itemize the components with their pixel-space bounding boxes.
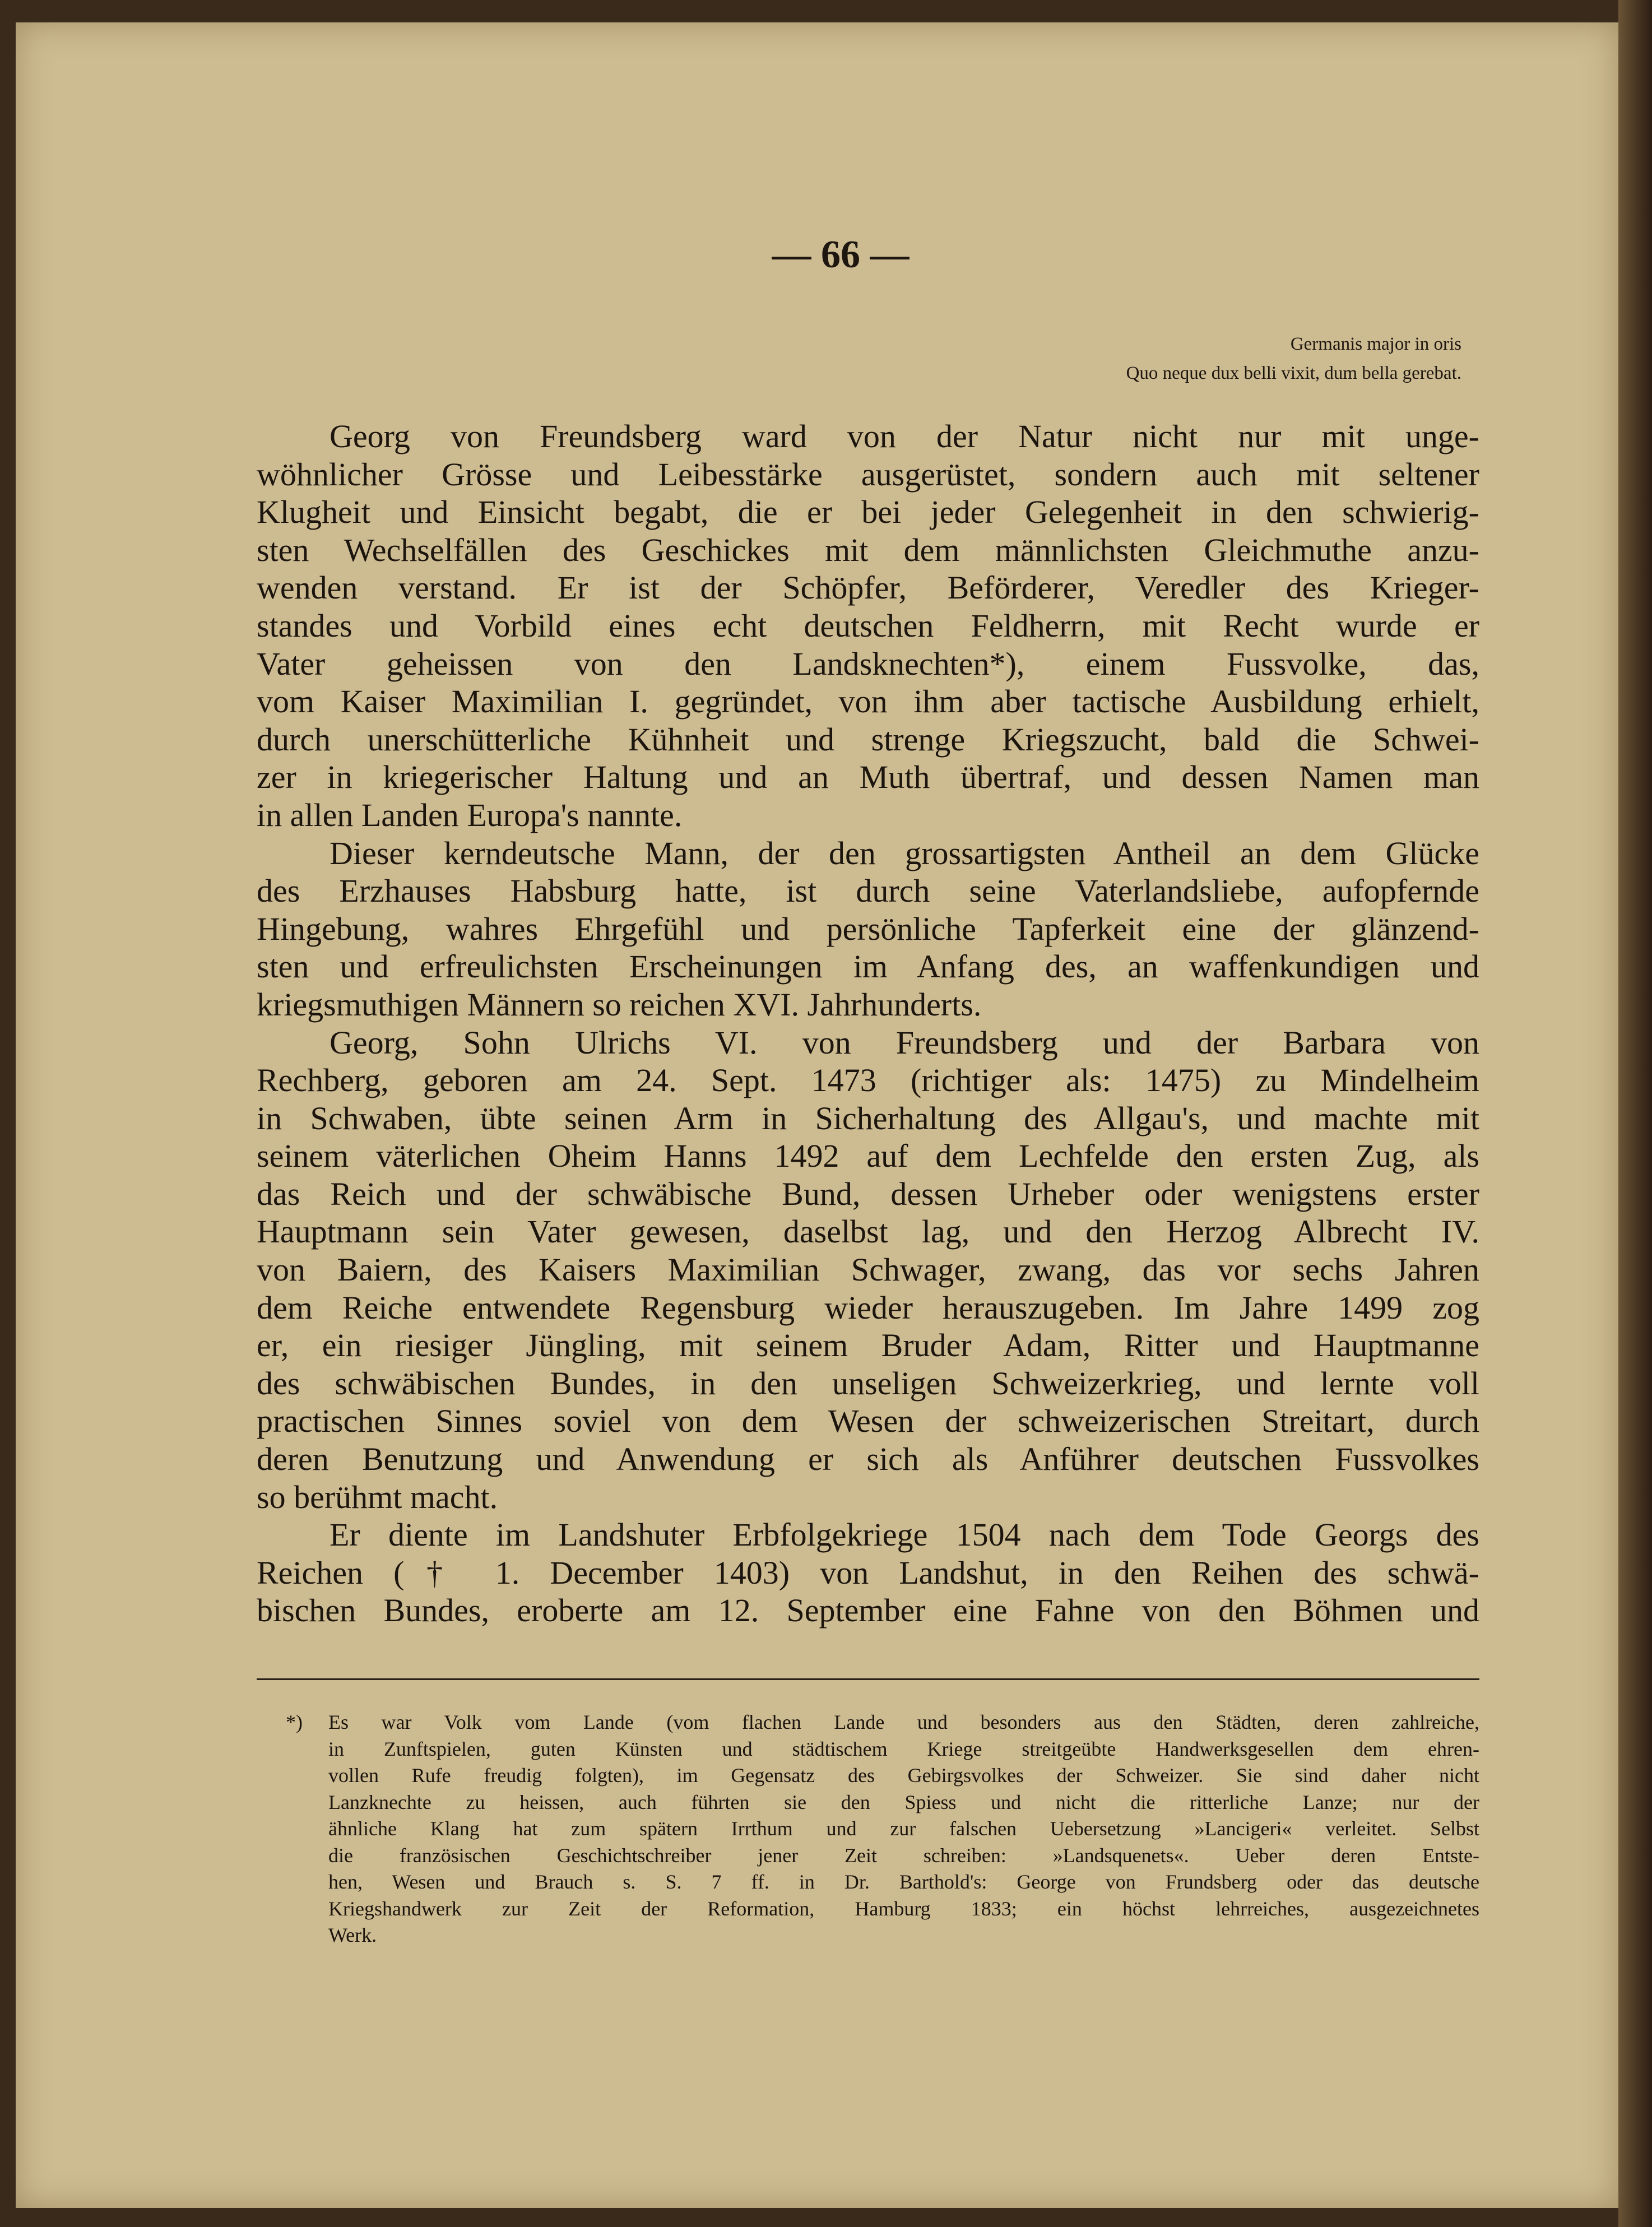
- text-line: von Baiern, des Kaisers Maximilian Schwager, zwang, das vor sechs Jahren: [257, 1251, 1479, 1288]
- text-line: kriegsmuthigen Männern so reichen XVI. Jahrhunderts.: [257, 986, 982, 1023]
- text-line: Georg von Freundsberg ward von der Natur nicht nur mit unge-: [330, 418, 1479, 454]
- text-line: Vater geheissen von den Landsknechten*), einem Fussvolke, das,: [257, 645, 1479, 682]
- text-line: wenden verstand. Er ist der Schöpfer, Beförderer, Veredler des Krieger-: [257, 569, 1479, 606]
- book-gutter: [1618, 0, 1652, 2227]
- text-line: wöhnlicher Grösse und Leibesstärke ausgerüstet, sondern auch mit seltener: [257, 456, 1479, 493]
- paragraph-1: [257, 417, 1479, 834]
- text-line: practischen Sinnes soviel von dem Wesen der schweizerischen Streitart, durch: [257, 1403, 1479, 1440]
- text-line: Er diente im Landshuter Erbfolgekriege 1504 nach dem Tode Georgs des: [330, 1516, 1479, 1553]
- text-line: durch unerschütterliche Kühnheit und strenge Kriegszucht, bald die Schwei-: [257, 721, 1479, 758]
- footnote-line: Werk.: [328, 1924, 377, 1946]
- footnote-line: Kriegshandwerk zur Zeit der Reformation, Hamburg 1833; ein höchst lehrreiches, ausgezeichnetes: [328, 1897, 1479, 1920]
- text-line: des schwäbischen Bundes, in den unseligen Schweizerkrieg, und lernte voll: [257, 1365, 1479, 1402]
- text-line: bischen Bundes, eroberte am 12. September eine Fahne von den Böhmen und: [257, 1592, 1479, 1629]
- text-line: dem Reiche entwendete Regensburg wieder herauszugeben. Im Jahre 1499 zog: [257, 1289, 1479, 1326]
- text-line: seinem väterlichen Oheim Hanns 1492 auf dem Lechfelde den ersten Zug, als: [257, 1138, 1479, 1175]
- footnote-line: ähnliche Klang hat zum spätern Irrthum und zur falschen Uebersetzung »Lancigeri« verleitet. Selbst: [328, 1817, 1479, 1840]
- text-line: Hauptmann sein Vater gewesen, daselbst lag, und den Herzog Albrecht IV.: [257, 1213, 1479, 1250]
- page-number: — 66 —: [772, 233, 909, 276]
- footnote: [286, 1709, 1479, 1949]
- text-line: deren Benutzung und Anwendung er sich als Anführer deutschen Fussvolkes: [257, 1441, 1479, 1478]
- text-line: so berühmt macht.: [257, 1478, 498, 1515]
- text-line: Georg, Sohn Ulrichs VI. von Freundsberg und der Barbara von: [330, 1024, 1479, 1061]
- text-line: Hingebung, wahres Ehrgefühl und persönliche Tapferkeit eine der glänzend-: [257, 910, 1479, 947]
- paragraph-4: [257, 1516, 1479, 1630]
- text-line: zer in kriegerischer Haltung und an Muth übertraf, und dessen Namen man: [257, 759, 1479, 796]
- text-line: sten Wechselfällen des Geschickes mit dem männlichsten Gleichmuthe anzu-: [257, 531, 1479, 568]
- footnote-line: vollen Rufe freudig folgten), im Gegensatz des Gebirgsvolkes der Schweizer. Sie sind daher nicht: [328, 1764, 1479, 1787]
- text-line: sten und erfreulichsten Erscheinungen im Anfang des, an waffenkundigen und: [257, 948, 1479, 985]
- text-line: standes und Vorbild eines echt deutschen Feldherrn, mit Recht wurde er: [257, 607, 1479, 644]
- text-line: Dieser kerndeutsche Mann, der den grossartigsten Antheil an dem Glücke: [330, 834, 1479, 871]
- text-line: das Reich und der schwäbische Bund, dessen Urheber oder wenigstens erster: [257, 1175, 1479, 1212]
- motto-line-2: Quo neque dux belli vixit, dum bella gerebat.: [1126, 363, 1461, 383]
- text-line: Klugheit und Einsicht begabt, die er bei jeder Gelegenheit in den schwierig-: [257, 494, 1479, 531]
- paragraph-3: [257, 1024, 1479, 1516]
- paragraph-2: [257, 834, 1479, 1024]
- footnote-line: hen, Wesen und Brauch s. S. 7 ff. in Dr. Barthold's: George von Frundsberg oder das deutsche: [328, 1871, 1479, 1893]
- footnote-line: Lanzknechte zu heissen, auch führten sie den Spiess und nicht die ritterliche Lanze; nur der: [328, 1790, 1479, 1813]
- footnote-line: in Zunftspielen, guten Künsten und städtischem Kriege streitgeübte Handwerksgesellen dem ehren-: [328, 1737, 1479, 1760]
- motto: [733, 330, 1461, 388]
- footnote-divider: [257, 1678, 1479, 1680]
- motto-line-1: Germanis major in oris: [1290, 334, 1461, 354]
- text-line: Rechberg, geboren am 24. Sept. 1473 (richtiger als: 1475) zu Mindelheim: [257, 1062, 1479, 1099]
- text-line: des Erzhauses Habsburg hatte, ist durch seine Vaterlandsliebe, aufopfernde: [257, 873, 1479, 910]
- text-line: er, ein riesiger Jüngling, mit seinem Bruder Adam, Ritter und Hauptmanne: [257, 1327, 1479, 1364]
- text-line: in allen Landen Europa's nannte.: [257, 796, 683, 833]
- text-line: in Schwaben, übte seinen Arm in Sicherhaltung des Allgau's, und machte mit: [257, 1099, 1479, 1136]
- footnote-marker: *): [286, 1711, 303, 1733]
- footnote-line: die französischen Geschichtschreiber jener Zeit schreiben: »Landsquenets«. Ueber deren Entste-: [328, 1844, 1479, 1867]
- body-text: [257, 417, 1479, 1630]
- text-line: Reichen († 1. December 1403) von Landshut, in den Reihen des schwä-: [257, 1554, 1479, 1591]
- text-line: vom Kaiser Maximilian I. gegründet, von ihm aber tactische Ausbildung erhielt,: [257, 683, 1479, 720]
- footnote-line: Es war Volk vom Lande (vom flachen Lande und besonders aus den Städten, deren zahlreiche,: [328, 1711, 1479, 1733]
